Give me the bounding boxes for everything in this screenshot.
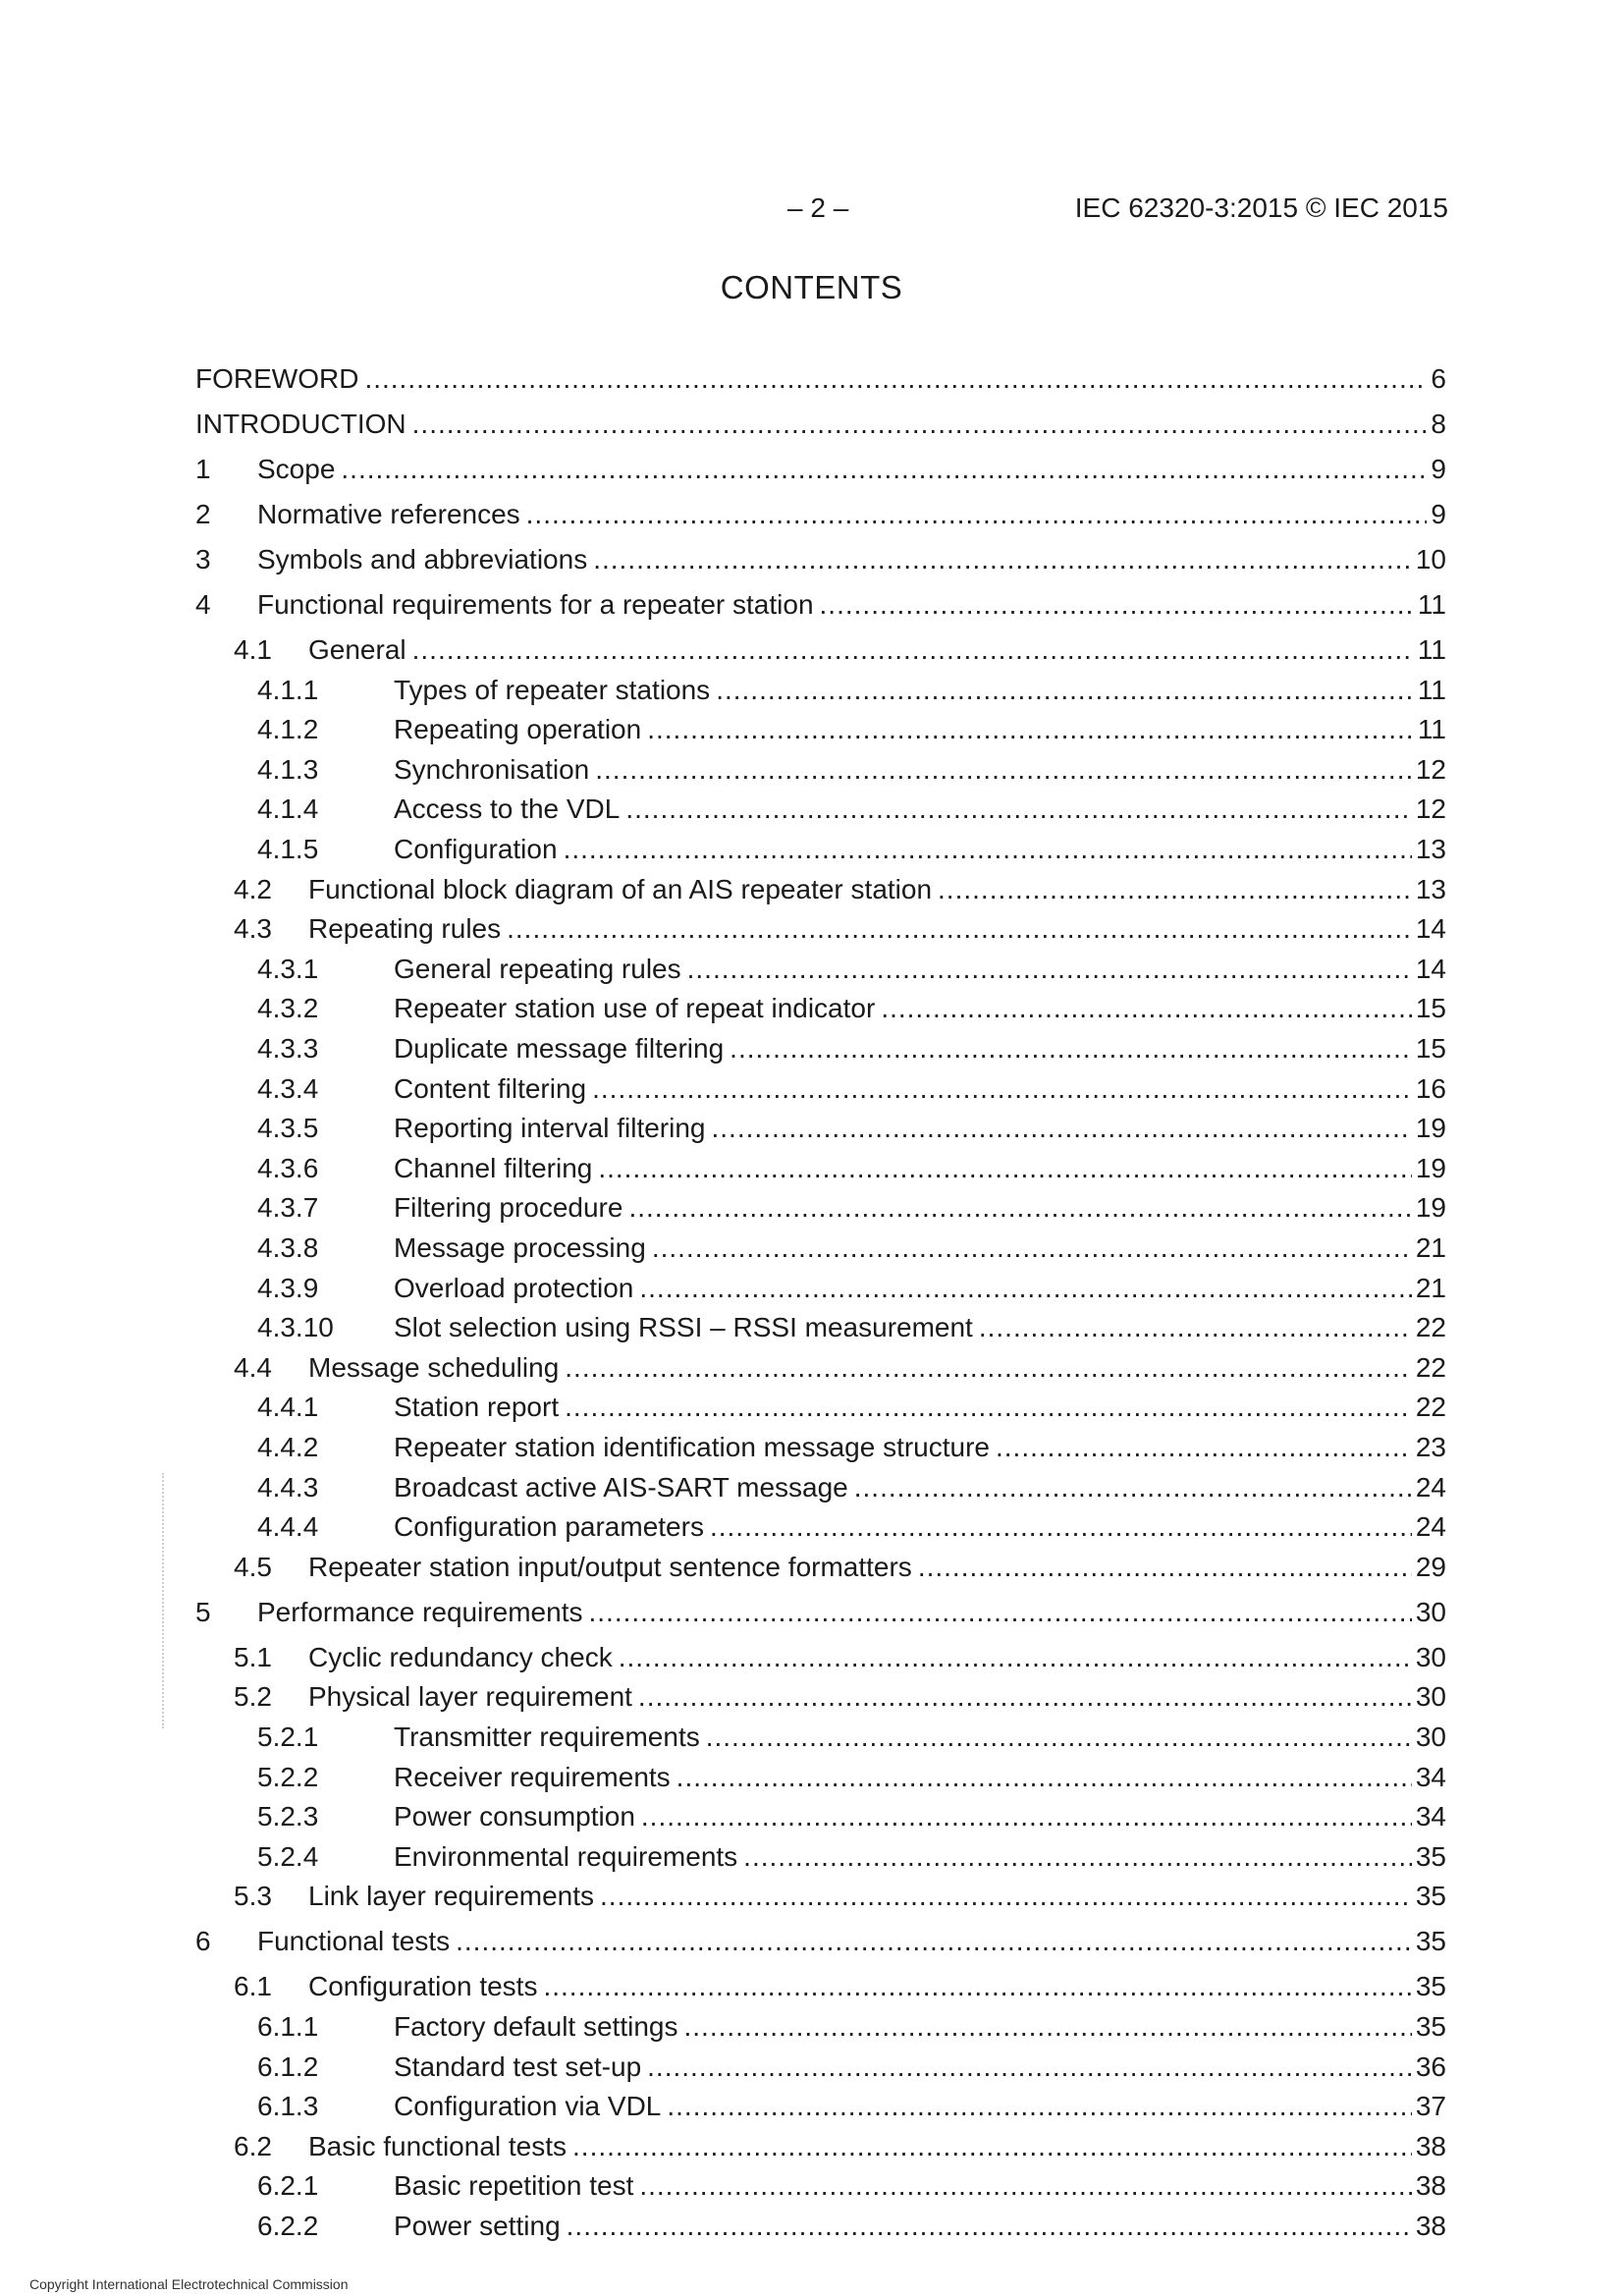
toc-entry[interactable] bbox=[195, 1967, 1446, 2006]
toc-entry-number: 4.4.3 bbox=[257, 1471, 319, 1503]
toc-entry-page: 30 bbox=[1415, 1641, 1446, 1672]
toc-leader-dots bbox=[820, 585, 1414, 625]
toc-leader-dots bbox=[918, 1548, 1412, 1587]
toc-entry[interactable] bbox=[195, 1149, 1446, 1188]
toc-entry[interactable] bbox=[195, 1428, 1446, 1467]
toc-entry-number: 4.3.10 bbox=[257, 1312, 334, 1343]
toc-entry-number: 4.1.3 bbox=[257, 753, 319, 785]
toc-entry-page: 10 bbox=[1415, 544, 1446, 574]
toc-entry[interactable] bbox=[195, 909, 1446, 949]
toc-entry[interactable] bbox=[195, 2207, 1446, 2246]
toc-entry-number: 5 bbox=[195, 1596, 211, 1627]
toc-entry[interactable] bbox=[195, 1308, 1446, 1347]
toc-entry-title: Normative references bbox=[257, 499, 520, 529]
toc-entry-page: 14 bbox=[1415, 913, 1446, 945]
toc-entry-title: Configuration via VDL bbox=[394, 2091, 662, 2122]
toc-entry-number: 4.5 bbox=[234, 1551, 272, 1582]
toc-leader-dots bbox=[730, 1029, 1412, 1068]
toc-leader-dots bbox=[652, 1229, 1412, 1268]
toc-entry-page: 35 bbox=[1415, 1971, 1446, 2002]
page-number: – 2 – bbox=[787, 192, 849, 223]
toc-entry[interactable] bbox=[195, 630, 1446, 670]
toc-entry-number: 6.2.2 bbox=[257, 2211, 319, 2241]
toc-entry-number: 4.3.6 bbox=[257, 1152, 319, 1183]
toc-leader-dots bbox=[647, 710, 1414, 749]
toc-entry-number: 4.3.3 bbox=[257, 1033, 319, 1064]
toc-entry-title: Duplicate message filtering bbox=[394, 1033, 725, 1064]
toc-entry-number: 4.1 bbox=[234, 634, 272, 665]
toc-leader-dots bbox=[676, 1758, 1412, 1797]
toc-entry[interactable] bbox=[195, 2007, 1446, 2047]
toc-entry-page: 19 bbox=[1415, 1113, 1446, 1144]
toc-entry-title: Receiver requirements bbox=[394, 1761, 671, 1792]
toc-entry-title: Reporting interval filtering bbox=[394, 1113, 706, 1144]
toc-entry-number: 4.1.5 bbox=[257, 834, 319, 864]
toc-entry-title: Synchronisation bbox=[394, 753, 590, 785]
toc-entry[interactable] bbox=[195, 830, 1446, 869]
toc-entry-page: 38 bbox=[1415, 2130, 1446, 2161]
toc-entry[interactable] bbox=[195, 1069, 1446, 1109]
toc-entry-number: 4.1.1 bbox=[257, 674, 319, 705]
toc-leader-dots bbox=[588, 1593, 1411, 1632]
toc-entry-title: Basic repetition test bbox=[394, 2170, 634, 2202]
page-header bbox=[0, 192, 1623, 232]
toc-entry-number: 4.4.1 bbox=[257, 1392, 319, 1423]
toc-entry[interactable] bbox=[195, 2087, 1446, 2126]
toc-entry-page: 35 bbox=[1415, 1926, 1446, 1957]
toc-entry-title: Functional requirements for a repeater station bbox=[257, 589, 814, 620]
toc-entry-title: Types of repeater stations bbox=[394, 674, 711, 705]
toc-entry-title: Scope bbox=[257, 454, 336, 484]
toc-entry[interactable] bbox=[195, 1188, 1446, 1228]
toc-entry-title: Performance requirements bbox=[257, 1596, 583, 1627]
toc-entry-number: 4.1.4 bbox=[257, 793, 319, 825]
toc-entry-title: Repeater station input/output sentence formatters bbox=[308, 1551, 912, 1582]
toc-entry-number: 4.3 bbox=[234, 913, 272, 945]
toc-entry-number: 5.2 bbox=[234, 1681, 272, 1713]
toc-entry[interactable] bbox=[195, 495, 1446, 534]
toc-entry-number: 6.1.1 bbox=[257, 2011, 319, 2042]
toc-entry[interactable] bbox=[195, 989, 1446, 1028]
toc-entry[interactable] bbox=[195, 1922, 1446, 1961]
toc-entry-page: 15 bbox=[1415, 993, 1446, 1024]
toc-entry-title: Channel filtering bbox=[394, 1152, 593, 1183]
toc-entry[interactable] bbox=[195, 2127, 1446, 2166]
toc-leader-dots bbox=[341, 450, 1427, 489]
toc-entry-number: 4.2 bbox=[234, 873, 272, 904]
toc-entry-page: 34 bbox=[1415, 1801, 1446, 1832]
contents-title: CONTENTS bbox=[720, 269, 903, 305]
toc-entry-title: Station report bbox=[394, 1392, 560, 1423]
toc-entry-title: Factory default settings bbox=[394, 2011, 678, 2042]
toc-leader-dots bbox=[593, 540, 1412, 579]
toc-entry-page: 38 bbox=[1415, 2211, 1446, 2241]
toc-entry-page: 19 bbox=[1415, 1192, 1446, 1224]
toc-entry-title: Power setting bbox=[394, 2211, 561, 2241]
toc-leader-dots bbox=[647, 2048, 1412, 2087]
toc-entry-number: 6.1.2 bbox=[257, 2050, 319, 2082]
toc-entry[interactable] bbox=[195, 1638, 1446, 1677]
toc-entry-number: 5.1 bbox=[234, 1641, 272, 1672]
toc-entry-title: Repeater station use of repeat indicator bbox=[394, 993, 876, 1024]
toc-entry-number: 4.1.2 bbox=[257, 714, 319, 745]
toc-entry-page: 22 bbox=[1415, 1351, 1446, 1383]
toc-entry-page: 16 bbox=[1415, 1072, 1446, 1104]
toc-entry[interactable] bbox=[195, 1797, 1446, 1836]
toc-leader-dots bbox=[628, 1188, 1411, 1228]
toc-leader-dots bbox=[412, 405, 1428, 444]
toc-leader-dots bbox=[572, 2127, 1412, 2166]
toc-entry-title: Repeating rules bbox=[308, 913, 502, 945]
toc-entry-title: Configuration tests bbox=[308, 1971, 538, 2002]
toc-entry-title: Message processing bbox=[394, 1232, 646, 1263]
toc-entry-number: 6.1.3 bbox=[257, 2091, 319, 2122]
toc-entry-page: 13 bbox=[1415, 834, 1446, 864]
toc-leader-dots bbox=[854, 1468, 1412, 1507]
toc-entry-page: 22 bbox=[1415, 1392, 1446, 1423]
toc-entry-title: Filtering procedure bbox=[394, 1192, 623, 1224]
toc-leader-dots bbox=[667, 2087, 1411, 2126]
toc-leader-dots bbox=[565, 1388, 1412, 1427]
toc-entry-number: 4.4 bbox=[234, 1351, 272, 1383]
toc-entry-title: Functional tests bbox=[257, 1926, 451, 1957]
toc-entry-page: 13 bbox=[1415, 873, 1446, 904]
toc-entry-page: 38 bbox=[1415, 2170, 1446, 2202]
toc-leader-dots bbox=[456, 1922, 1412, 1961]
toc-entry-number: 1 bbox=[195, 454, 211, 484]
toc-entry-title: Power consumption bbox=[394, 1801, 635, 1832]
toc-entry-title: Configuration parameters bbox=[394, 1511, 704, 1543]
toc-entry-page: 35 bbox=[1415, 1840, 1446, 1872]
toc-entry-number: 5.2.1 bbox=[257, 1722, 319, 1752]
toc-entry-number: 5.3 bbox=[234, 1881, 272, 1912]
toc-entry-title: Repeater station identification message structure bbox=[394, 1432, 990, 1462]
toc-leader-dots bbox=[706, 1718, 1412, 1757]
toc-entry[interactable] bbox=[195, 710, 1446, 749]
toc-entry-number: 6 bbox=[195, 1926, 211, 1957]
toc-entry-page: 8 bbox=[1431, 409, 1446, 439]
toc-entry[interactable] bbox=[195, 1677, 1446, 1717]
toc-entry-title: Broadcast active AIS-SART message bbox=[394, 1471, 848, 1503]
toc-entry-page: 11 bbox=[1417, 714, 1446, 745]
copyright-footer: Copyright International Electrotechnical Commission bbox=[29, 2276, 349, 2292]
toc-entry[interactable] bbox=[195, 1718, 1446, 1757]
toc-entry-number: 4.3.5 bbox=[257, 1113, 319, 1144]
toc-entry[interactable] bbox=[195, 1758, 1446, 1797]
toc-entry[interactable] bbox=[195, 1877, 1446, 1916]
toc-entry-page: 29 bbox=[1415, 1551, 1446, 1582]
toc-entry-title: Repeating operation bbox=[394, 714, 642, 745]
toc-leader-dots bbox=[412, 630, 1414, 670]
toc-leader-dots bbox=[598, 1149, 1412, 1188]
toc-leader-dots bbox=[881, 989, 1412, 1028]
toc-entry[interactable] bbox=[195, 1548, 1446, 1587]
toc-entry-number: 4.3.2 bbox=[257, 993, 319, 1024]
toc-entry[interactable] bbox=[195, 750, 1446, 790]
toc-entry[interactable] bbox=[195, 950, 1446, 989]
toc-entry-title: Symbols and abbreviations bbox=[257, 544, 588, 574]
toc-entry-number: 4.3.9 bbox=[257, 1272, 319, 1303]
toc-entry-page: 30 bbox=[1415, 1596, 1446, 1627]
toc-leader-dots bbox=[996, 1428, 1412, 1467]
toc-leader-dots bbox=[641, 1797, 1412, 1836]
toc-entry-number: 4.3.4 bbox=[257, 1072, 319, 1104]
toc-leader-dots bbox=[712, 1109, 1412, 1148]
toc-entry-title: Environmental requirements bbox=[394, 1840, 738, 1872]
toc-leader-dots bbox=[638, 1677, 1412, 1717]
toc-entry[interactable] bbox=[195, 1029, 1446, 1068]
toc-entry-title: General bbox=[308, 634, 406, 665]
toc-entry[interactable] bbox=[195, 405, 1446, 444]
toc-leader-dots bbox=[507, 909, 1412, 949]
toc-entry[interactable] bbox=[195, 870, 1446, 909]
toc-leader-dots bbox=[526, 495, 1428, 534]
toc-entry-page: 12 bbox=[1415, 793, 1446, 825]
toc-entry-number: 4.3.1 bbox=[257, 953, 319, 984]
toc-leader-dots bbox=[716, 671, 1414, 710]
toc-entry[interactable] bbox=[195, 585, 1446, 625]
toc-entry-page: 30 bbox=[1415, 1722, 1446, 1752]
toc-entry-page: 21 bbox=[1415, 1272, 1446, 1303]
toc-entry-number: 2 bbox=[195, 499, 211, 529]
toc-entry-page: 22 bbox=[1415, 1312, 1446, 1343]
toc-entry-page: 11 bbox=[1417, 589, 1446, 620]
toc-entry[interactable] bbox=[195, 1468, 1446, 1507]
toc-entry[interactable] bbox=[195, 1109, 1446, 1148]
toc-entry-page: 11 bbox=[1417, 634, 1446, 665]
toc-entry-number: 4.3.8 bbox=[257, 1232, 319, 1263]
toc-entry-page: 21 bbox=[1415, 1232, 1446, 1263]
toc-entry-title: Access to the VDL bbox=[394, 793, 621, 825]
toc-entry[interactable] bbox=[195, 1593, 1446, 1632]
toc-leader-dots bbox=[743, 1837, 1412, 1877]
toc-leader-dots bbox=[979, 1308, 1412, 1347]
toc-entry-number: 6.2 bbox=[234, 2130, 272, 2161]
toc-entry-number: 6.2.1 bbox=[257, 2170, 319, 2202]
toc-entry-number: 4.4.4 bbox=[257, 1511, 319, 1543]
toc-entry[interactable] bbox=[195, 2166, 1446, 2206]
toc-leader-dots bbox=[687, 950, 1412, 989]
toc-entry[interactable] bbox=[195, 1229, 1446, 1268]
toc-entry-title: Functional block diagram of an AIS repeater station bbox=[308, 873, 933, 904]
toc-entry-page: 6 bbox=[1431, 363, 1446, 394]
toc-leader-dots bbox=[567, 2207, 1412, 2246]
toc-entry[interactable] bbox=[195, 450, 1446, 489]
toc-leader-dots bbox=[619, 1638, 1412, 1677]
toc-entry-page: 12 bbox=[1415, 753, 1446, 785]
toc-leader-dots bbox=[564, 830, 1412, 869]
toc-entry-page: 34 bbox=[1415, 1761, 1446, 1792]
toc-leader-dots bbox=[600, 1877, 1412, 1916]
toc-leader-dots bbox=[639, 1269, 1411, 1308]
toc-leader-dots bbox=[543, 1967, 1411, 2006]
toc-entry-number: 4.4.2 bbox=[257, 1432, 319, 1462]
toc-entry-page: 19 bbox=[1415, 1152, 1446, 1183]
toc-entry-title: Content filtering bbox=[394, 1072, 587, 1104]
toc-entry-title: Slot selection using RSSI – RSSI measurement bbox=[394, 1312, 973, 1343]
toc-leader-dots bbox=[565, 1348, 1412, 1388]
toc-leader-dots bbox=[938, 870, 1412, 909]
toc-entry-number: 5.2.4 bbox=[257, 1840, 319, 1872]
toc-entry-page: 23 bbox=[1415, 1432, 1446, 1462]
toc-entry-page: 9 bbox=[1431, 454, 1446, 484]
toc-entry-page: 24 bbox=[1415, 1471, 1446, 1503]
toc-entry-title: Physical layer requirement bbox=[308, 1681, 632, 1713]
toc-entry[interactable] bbox=[195, 1388, 1446, 1427]
toc-leader-dots bbox=[595, 750, 1412, 790]
toc-entry-page: 11 bbox=[1417, 674, 1446, 705]
toc-entry-page: 30 bbox=[1415, 1681, 1446, 1713]
toc-entry-title: INTRODUCTION bbox=[195, 409, 406, 439]
toc-entry-page: 24 bbox=[1415, 1511, 1446, 1543]
toc-entry-page: 9 bbox=[1431, 499, 1446, 529]
toc-entry-page: 35 bbox=[1415, 2011, 1446, 2042]
toc-entry[interactable] bbox=[195, 790, 1446, 829]
toc-entry[interactable] bbox=[195, 1507, 1446, 1547]
document-id: IEC 62320-3:2015 © IEC 2015 bbox=[1074, 192, 1448, 223]
toc-entry[interactable] bbox=[195, 1348, 1446, 1388]
toc-entry-page: 14 bbox=[1415, 953, 1446, 984]
toc-entry-title: Configuration bbox=[394, 834, 558, 864]
toc-entry-title: Basic functional tests bbox=[308, 2130, 568, 2161]
toc-entry[interactable] bbox=[195, 1269, 1446, 1308]
toc-entry-title: Standard test set-up bbox=[394, 2050, 642, 2082]
toc-entry[interactable] bbox=[195, 671, 1446, 710]
toc-entry-number: 4 bbox=[195, 589, 211, 620]
toc-entry-title: General repeating rules bbox=[394, 953, 681, 984]
toc-entry[interactable] bbox=[195, 359, 1446, 399]
toc-leader-dots bbox=[592, 1069, 1412, 1109]
toc-leader-dots bbox=[683, 2007, 1411, 2047]
toc-leader-dots bbox=[625, 790, 1412, 829]
toc-leader-dots bbox=[364, 359, 1427, 399]
toc-leader-dots bbox=[639, 2166, 1412, 2206]
toc-entry[interactable] bbox=[195, 2048, 1446, 2087]
toc-entry-title: Transmitter requirements bbox=[394, 1722, 700, 1752]
margin-watermark bbox=[162, 1473, 170, 1728]
toc-entry-number: 5.2.2 bbox=[257, 1761, 319, 1792]
toc-entry-number: 3 bbox=[195, 544, 211, 574]
toc-entry-title: FOREWORD bbox=[195, 363, 359, 394]
toc-entry-title: Overload protection bbox=[394, 1272, 634, 1303]
toc-entry-number: 4.3.7 bbox=[257, 1192, 319, 1224]
toc-entry-page: 37 bbox=[1415, 2091, 1446, 2122]
toc-entry-title: Message scheduling bbox=[308, 1351, 560, 1383]
toc-entry[interactable] bbox=[195, 1837, 1446, 1877]
toc-entry-page: 35 bbox=[1415, 1881, 1446, 1912]
toc-entry-page: 15 bbox=[1415, 1033, 1446, 1064]
toc-entry-title: Cyclic redundancy check bbox=[308, 1641, 613, 1672]
toc-entry-page: 36 bbox=[1415, 2050, 1446, 2082]
toc-entry-number: 6.1 bbox=[234, 1971, 272, 2002]
toc-leader-dots bbox=[710, 1507, 1412, 1547]
toc-entry-title: Link layer requirements bbox=[308, 1881, 595, 1912]
toc-entry-number: 5.2.3 bbox=[257, 1801, 319, 1832]
toc-entry[interactable] bbox=[195, 540, 1446, 579]
